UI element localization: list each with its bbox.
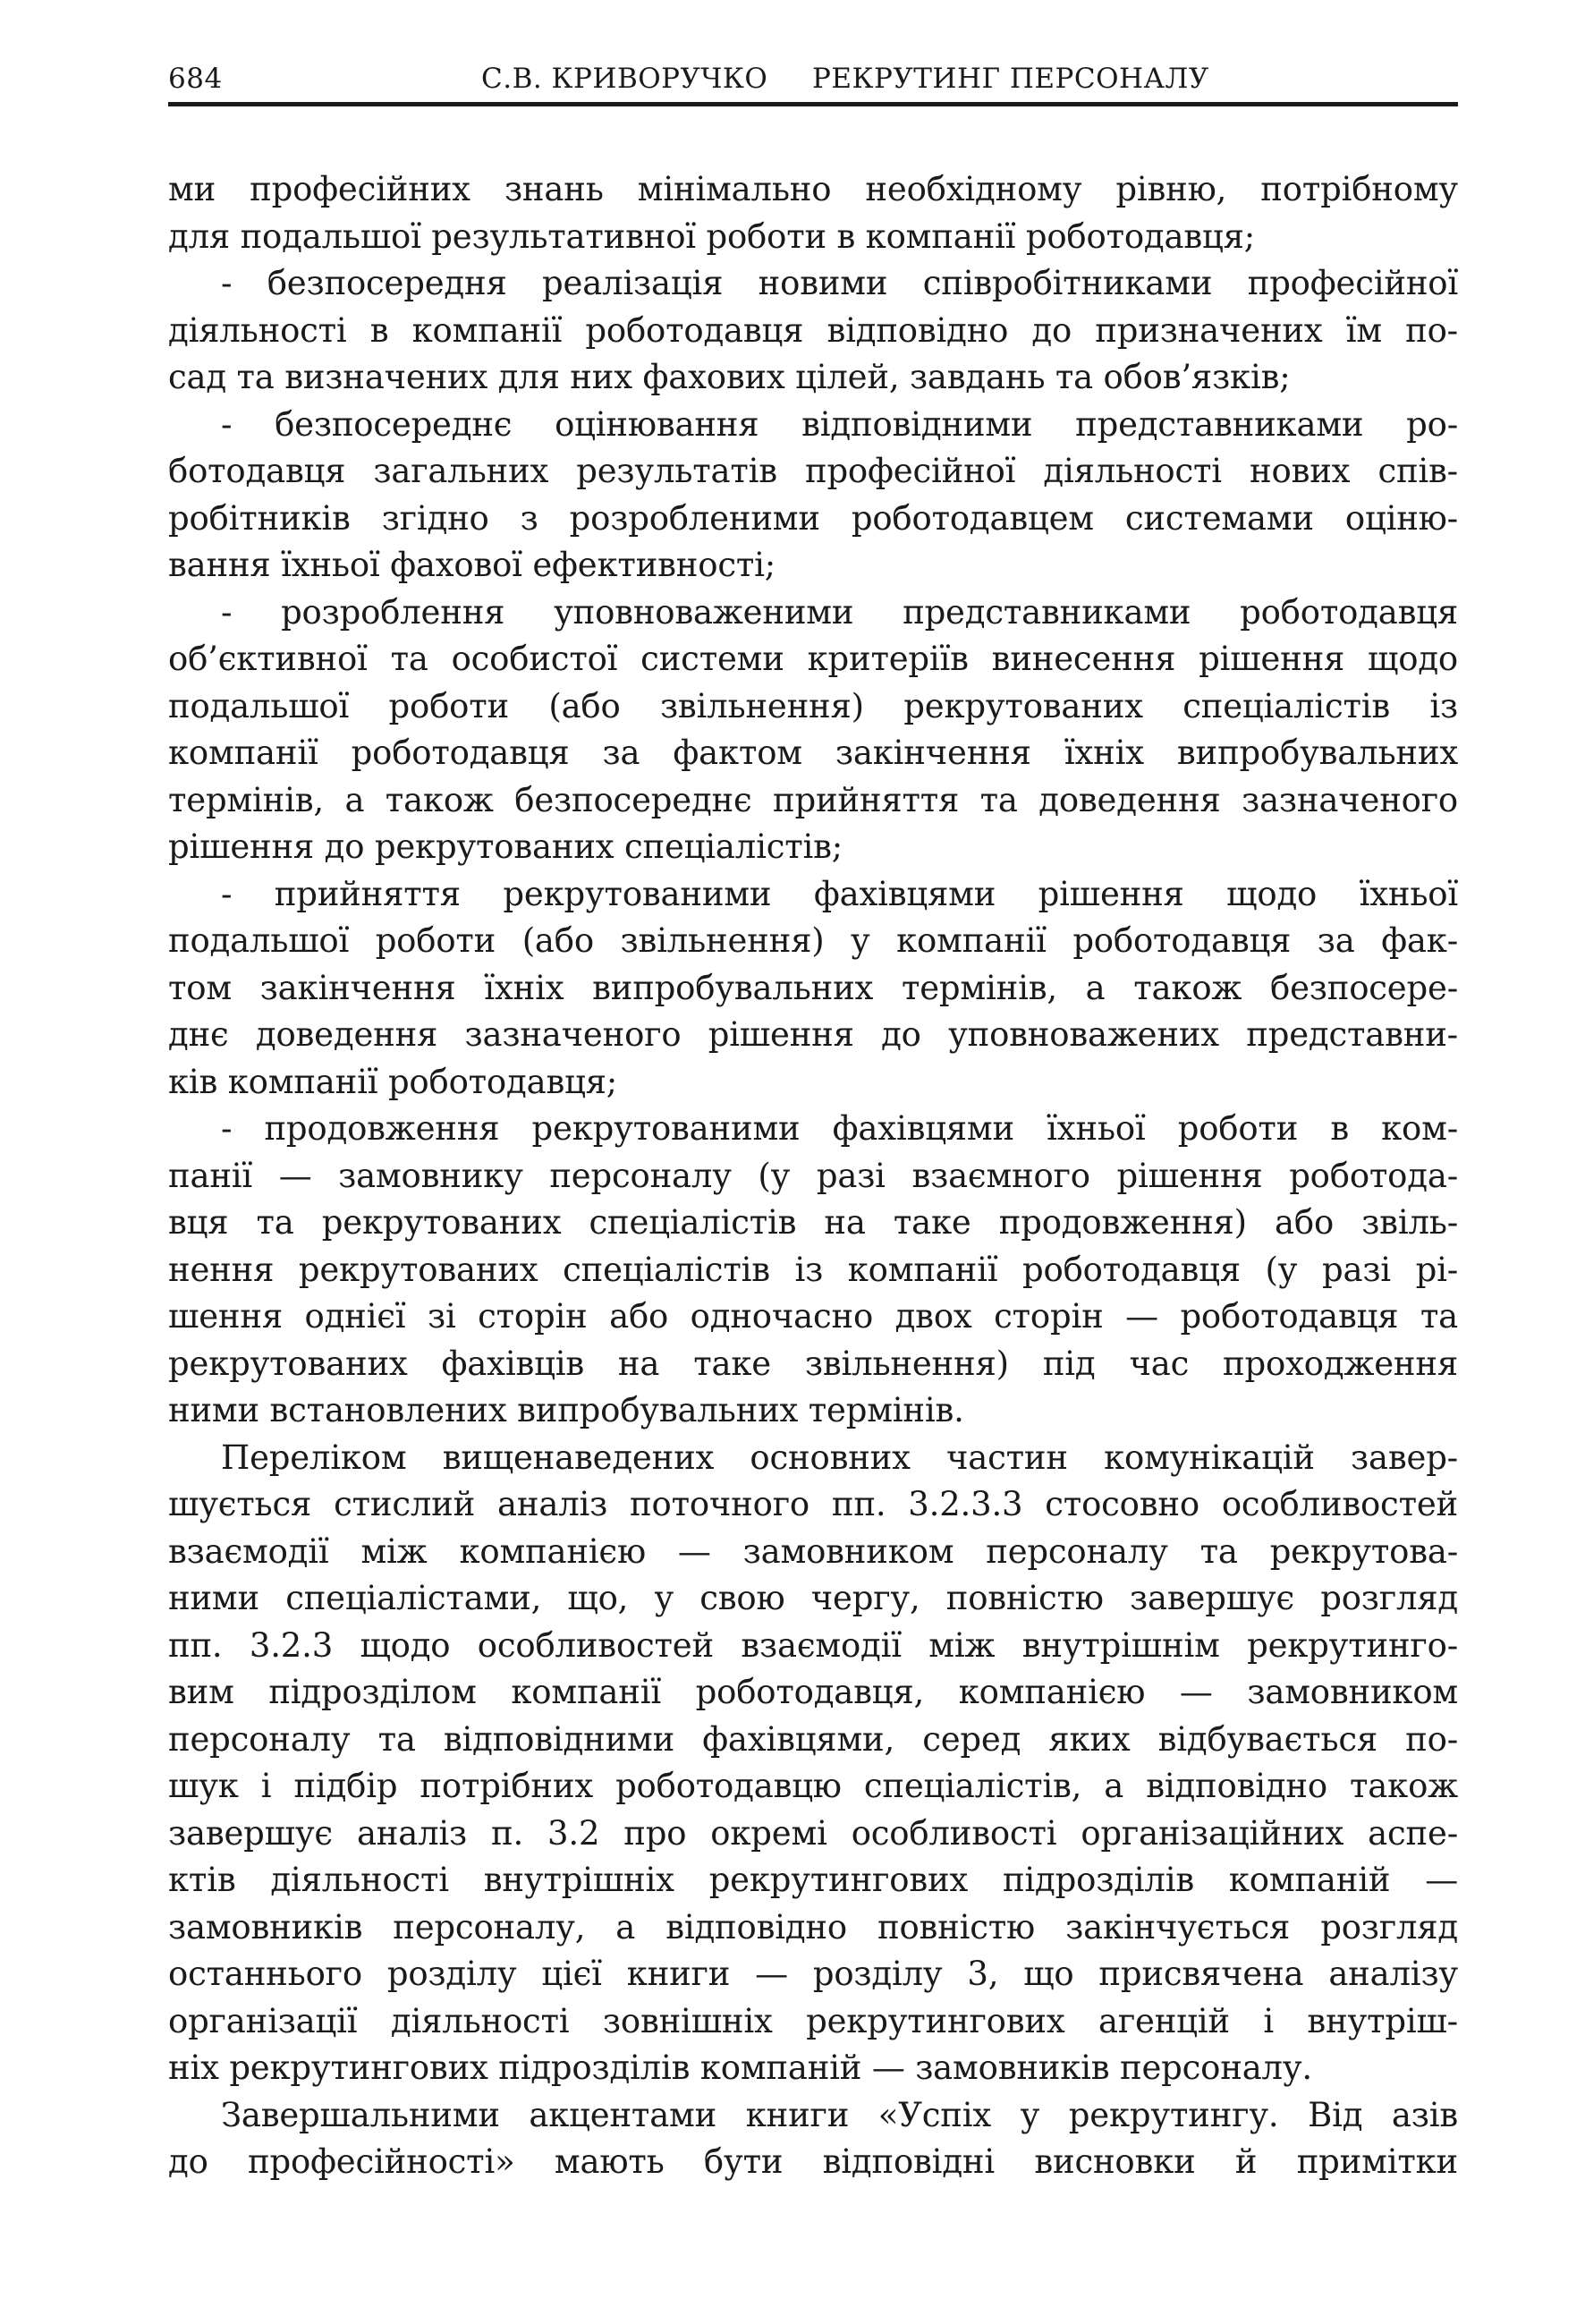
text-line: ніх рекрутингових підрозділів компаній — замовників персоналу.: [168, 2048, 1312, 2087]
text-line: панії — замовнику персоналу (у разі взаємного рішення роботода-: [168, 1156, 1458, 1195]
text-line: ними спеціалістами, що, у свою чергу, повністю завершує розгляд: [168, 1579, 1458, 1617]
text-line: нення рекрутованих спеціалістів із компанії роботодавця (у разі рі-: [168, 1250, 1458, 1289]
text-line: рекрутованих фахівців на таке звільнення) під час проходження: [168, 1344, 1458, 1383]
text-line: том закінчення їхніх випробувальних термінів, а також безпосере-: [168, 968, 1458, 1007]
text-line: днє доведення зазначеного рішення до уповноважених представни-: [168, 1015, 1458, 1054]
text-line: термінів, а також безпосереднє прийняття та доведення зазначеного: [168, 780, 1458, 819]
text-line: Переліком вищенаведених основних частин комунікацій завер-: [221, 1438, 1458, 1477]
text-line: замовників персоналу, а відповідно повністю закінчується розгляд: [168, 1907, 1458, 1947]
text-line: до професійності» мають бути відповідні висновки й примітки: [168, 2142, 1458, 2181]
text-line: сад та визначених для них фахових цілей, завдань та обов’язків;: [168, 358, 1291, 396]
text-line: ків компанії роботодавця;: [168, 1062, 618, 1101]
text-line: діяльності в компанії роботодавця відповідно до призначених їм по-: [168, 310, 1458, 350]
text-line: завершує аналіз п. 3.2 про окремі особливості організаційних аспе-: [168, 1813, 1458, 1853]
text-line: шується стислий аналіз поточного пп. 3.2.3.3 стосовно особливостей: [168, 1485, 1458, 1523]
running-author: С.В. КРИВОРУЧКО: [481, 63, 768, 95]
text-line: - безпосереднє оцінювання відповідними представниками ро-: [221, 404, 1458, 444]
text-line: вця та рекрутованих спеціалістів на таке продовження) або звіль-: [168, 1203, 1458, 1242]
running-title: РЕКРУТИНГ ПЕРСОНАЛУ: [812, 63, 1209, 95]
text-line: шук і підбір потрібних роботодавцю спеціалістів, а відповідно також: [168, 1767, 1458, 1805]
text-line: останнього розділу цієї книги — розділу 3, що присвячена аналізу: [168, 1955, 1458, 1993]
text-line: подальшої роботи (або звільнення) у компанії роботодавця за фак-: [168, 921, 1458, 960]
text-line: взаємодії між компанією — замовником персоналу та рекрутова-: [168, 1531, 1458, 1571]
text-line: - безпосередня реалізація новими співробітниками професійної: [221, 264, 1458, 302]
text-line: компанії роботодавця за фактом закінчення їхніх випробувальних: [168, 734, 1458, 772]
text-line: ботодавця загальних результатів професійної діяльності нових спів-: [168, 452, 1458, 490]
text-line: шення однієї зі сторін або одночасно двох сторін — роботодавця та: [168, 1297, 1458, 1336]
text-line: організації діяльності зовнішніх рекрутингових агенцій і внутріш-: [168, 2001, 1458, 2040]
text-line: - розроблення уповноваженими представниками роботодавця: [221, 592, 1458, 632]
text-line: ними встановлених випробувальних термінів.: [168, 1391, 964, 1429]
running-header: [168, 55, 1458, 106]
text-line: подальшої роботи (або звільнення) рекрутованих спеціалістів із: [168, 686, 1458, 725]
text-line: об’єктивної та особистої системи критеріїв винесення рішення щодо: [168, 640, 1458, 678]
text-line: Завершальними акцентами книги «Успіх у рекрутингу. Від азів: [221, 2095, 1458, 2134]
text-line: робітників згідно з розробленими роботодавцем системами оціню-: [168, 498, 1458, 538]
text-line: персоналу та відповідними фахівцями, серед яких відбувається по-: [168, 1719, 1458, 1759]
text-line: вим підрозділом компанії роботодавця, компанією — замовником: [168, 1673, 1458, 1711]
text-line: - продовження рекрутованими фахівцями їхньої роботи в ком-: [221, 1109, 1458, 1148]
text-line: - прийняття рекрутованими фахівцями рішення щодо їхньої: [221, 874, 1458, 913]
text-line: для подальшої результативної роботи в компанії роботодавця;: [168, 216, 1255, 256]
text-line: ктів діяльності внутрішніх рекрутингових підрозділів компаній —: [168, 1861, 1458, 1899]
body-text: [168, 166, 1458, 2186]
text-line: рішення до рекрутованих спеціалістів;: [168, 827, 843, 866]
text-line: ми професійних знань мінімально необхідному рівню, потрібному: [168, 170, 1458, 208]
page-number: 684: [168, 63, 223, 95]
text-line: вання їхньої фахової ефективності;: [168, 546, 776, 584]
text-line: пп. 3.2.3 щодо особливостей взаємодії між внутрішнім рекрутинго-: [168, 1625, 1458, 1665]
